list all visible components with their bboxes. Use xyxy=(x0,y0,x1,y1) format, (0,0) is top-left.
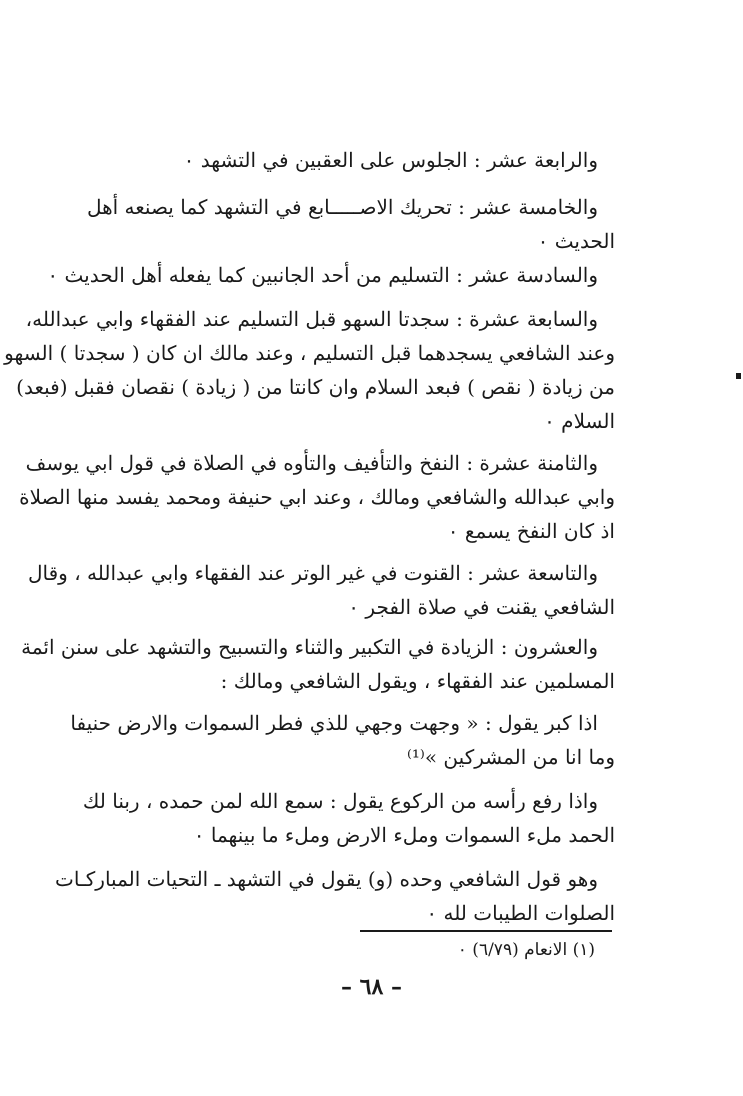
text-line: والسابعة عشرة : سجدتا السهو قبل التسليم عند الفقهاء وابي عبدالله، xyxy=(25,307,598,331)
text-line: الحديث ٠ xyxy=(537,229,615,253)
margin-mark xyxy=(736,373,741,379)
text-line: والسادسة عشر : التسليم من أحد الجانبين كما يفعله أهل الحديث ٠ xyxy=(47,263,598,287)
footnote: (١) الانعام (٦/٧٩) ٠ xyxy=(457,940,595,960)
text-line: والتاسعة عشر : القنوت في غير الوتر عند الفقهاء وابي عبدالله ، وقال xyxy=(28,561,598,585)
text-line: الصلوات الطيبات لله ٠ xyxy=(426,901,615,925)
text-line: واذا رفع رأسه من الركوع يقول : سمع الله لمن حمده ، ربنا لك xyxy=(82,789,598,813)
footnote-divider xyxy=(360,930,612,932)
text-line: السلام ٠ xyxy=(544,409,615,433)
text-line: من زيادة ( نقص ) فبعد السلام وان كانتا من ( زيادة ) نقصان فقبل (فبعد) xyxy=(16,375,615,399)
text-line: والثامنة عشرة : النفخ والتأفيف والتأوه في الصلاة في قول ابي يوسف xyxy=(25,451,598,475)
page-number: – ٦٨ – xyxy=(341,974,402,1000)
text-line: وما انا من المشركين »⁽¹⁾ xyxy=(406,745,615,769)
text-line: المسلمين عند الفقهاء ، ويقول الشافعي ومالك : xyxy=(220,669,615,693)
text-line: وهو قول الشافعي وحده (و) يقول في التشهد ـ التحيات المباركـات xyxy=(55,867,598,891)
text-line: الشافعي يقنت في صلاة الفجر ٠ xyxy=(348,595,615,619)
text-line: وعند الشافعي يسجدهما قبل التسليم ، وعند مالك ان كان ( سجدتا ) السهو xyxy=(4,341,615,365)
text-line: وابي عبدالله والشافعي ومالك ، وعند ابي حنيفة ومحمد يفسد منها الصلاة xyxy=(19,485,615,509)
text-line: الحمد ملء السموات وملء الارض وملء ما بينهما ٠ xyxy=(193,823,615,847)
text-line: والرابعة عشر : الجلوس على العقبين في التشهد ٠ xyxy=(183,148,598,172)
text-line: والعشرون : الزيادة في التكبير والثناء والتسبيح والتشهد على سنن ائمة xyxy=(21,635,598,659)
text-line: اذا كبر يقول : « وجهت وجهي للذي فطر السموات والارض حنيفا xyxy=(70,711,598,735)
text-line: والخامسة عشر : تحريك الاصـــــابع في التشهد كما يصنعه أهل xyxy=(86,195,598,219)
text-line: اذ كان النفخ يسمع ٠ xyxy=(447,519,615,543)
